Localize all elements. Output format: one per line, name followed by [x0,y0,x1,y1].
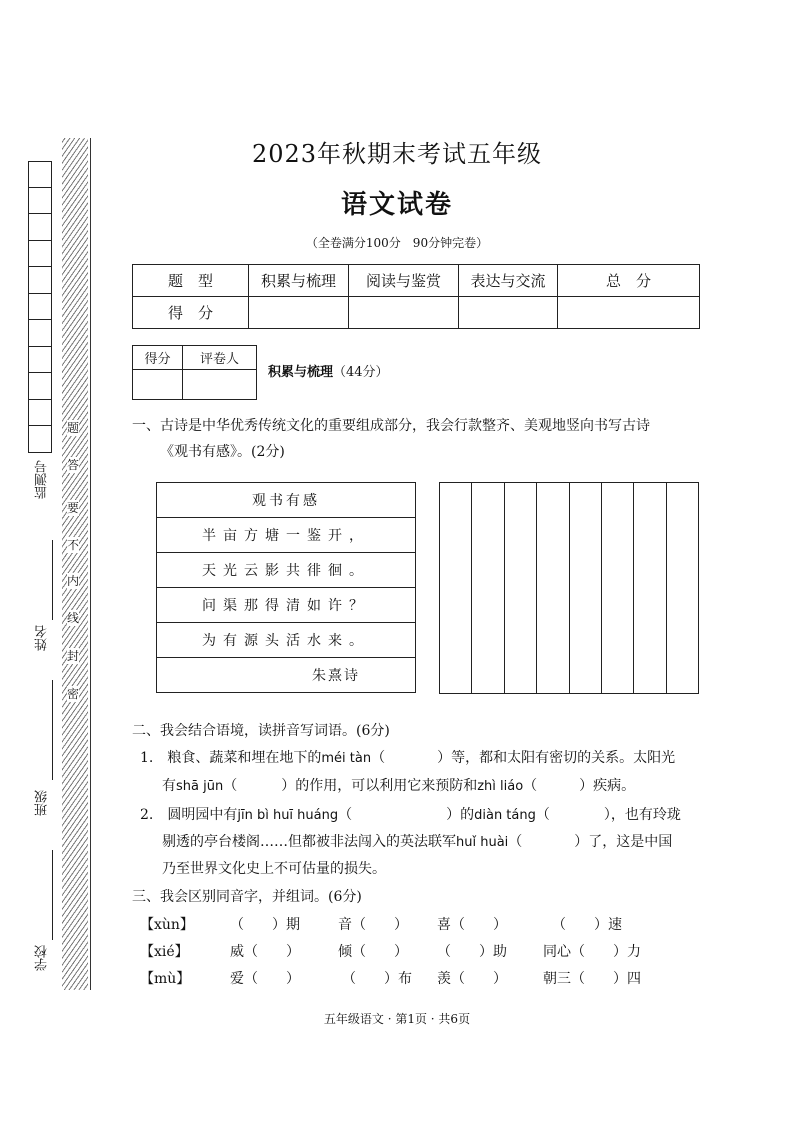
q3-row-py: 【xié】 [140,944,189,960]
exam-number-label: 监测号 [35,460,50,499]
text: ）了，这是中国 [574,834,673,850]
q3-word[interactable]: 威（ ） [230,944,300,960]
q3-word[interactable]: 倾（ ） [338,944,408,960]
pinyin: diàn táng [474,808,536,823]
q3-word[interactable]: 羡（ ） [437,971,507,987]
score-row-label: 得 分 [133,297,249,329]
pinyin: jīn bì huī huáng [237,808,339,823]
q3-word[interactable]: 朝三（ ）四 [543,971,641,987]
writing-grid[interactable] [439,482,699,694]
page-footer: 五年级语文 · 第1页 · 共6页 [323,1012,471,1026]
seal-char: 线 [67,611,80,625]
text: ）的作用，可以利用它来预防和 [281,778,478,794]
seal-char: 不 [67,538,80,552]
score-table [132,264,700,329]
score-header-cell: 积累与梳理 [249,265,349,297]
pinyin: shā jūn [176,779,224,794]
q3-word[interactable]: 同心（ ）力 [543,944,641,960]
seal-char: 题 [67,421,80,435]
score-input-cell[interactable] [249,297,349,329]
seal-char: 答 [67,458,80,472]
section-points: （44分） [333,365,389,380]
exam-note: （全卷满分100分 90分钟完卷） [305,236,489,250]
q3-word[interactable]: （ ）布 [342,971,412,987]
q3-word[interactable]: 爱（ ） [230,971,300,987]
school-field-line[interactable] [52,850,53,940]
class-label: 班级 [35,790,50,816]
q3-word[interactable]: 喜（ ） [437,917,507,933]
seal-char: 要 [67,501,80,515]
text: 有 [162,778,176,794]
poem-title: 观书有感 [157,483,416,518]
score-input-cell[interactable] [558,297,700,329]
q3-word[interactable]: （ ）期 [230,917,300,933]
pinyin: zhì liáo [477,779,524,794]
seal-char: 密 [67,687,80,701]
q1-line2: 《观书有感》。(2分) [160,444,285,460]
binding-hatch [62,138,88,990]
q2-item2-line3: 乃至世界文化史上不可估量的损失。 [162,861,386,877]
poem-line: 半亩方塘一鉴开， [157,518,416,553]
text: ）的 [446,807,475,823]
q2-item1-line2: 有shā jūn（ ）的作用，可以利用它来预防和zhì liáo（ ）疾病。 [162,778,636,794]
rater-name-label: 评卷人 [182,346,256,370]
score-input-cell[interactable] [459,297,558,329]
q2-item2-line1: 2. 圆明园中有jīn bì huī huáng（ ）的diàn táng（ ），也有玲珑 [140,807,681,823]
q2-title: 二、我会结合语境，读拼音写词语。(6分) [132,723,390,739]
score-header-cell: 阅读与鉴赏 [349,265,459,297]
text: 剔透的亭台楼阁……但都被非法闯入的英法联军 [162,834,456,850]
q3-row-py: 【mù】 [140,971,191,987]
q1-line1: 一、古诗是中华优秀传统文化的重要组成部分，我会行款整齐、美观地竖向书写古诗 [132,418,650,434]
q2-item1-line1: 1. 粮食、蔬菜和埋在地下的méi tàn（ ）等，都和太阳有密切的关系。太阳光 [140,750,676,766]
text: ），也有玲珑 [603,807,681,823]
rater-score-cell[interactable] [133,370,183,400]
seal-char: 内 [67,574,80,588]
poem-table [156,482,416,693]
q3-word[interactable]: （ ）速 [552,917,622,933]
binding-line [90,138,91,990]
rater-table [132,345,257,400]
poem-line: 为有源头活水来。 [157,623,416,658]
q2-item2-line2: 剔透的亭台楼阁……但都被非法闯入的英法联军huǐ huài（ ）了，这是中国 [162,834,673,850]
text: ）等，都和太阳有密切的关系。太阳光 [437,750,676,766]
section-heading [268,360,389,385]
class-field-line[interactable] [52,680,53,780]
poem-line: 天光云影共徘徊。 [157,553,416,588]
score-header-cell: 表达与交流 [459,265,558,297]
score-header-cell: 题 型 [133,265,249,297]
poem-author: 朱熹诗 [157,658,416,693]
name-label: 姓名 [35,625,50,651]
school-label: 学校 [35,945,50,971]
text: 1. 粮食、蔬菜和埋在地下的 [140,750,322,766]
q3-row-py: 【xùn】 [140,917,194,933]
score-input-cell[interactable] [349,297,459,329]
exam-title: 2023年秋期末考试五年级 [251,140,543,168]
q3-title: 三、我会区别同音字，并组词。(6分) [132,889,362,905]
name-field-line[interactable] [52,540,53,620]
exam-subject: 语文试卷 [340,190,453,220]
q3-word[interactable]: （ ）助 [437,944,507,960]
poem-line: 问渠那得清如许？ [157,588,416,623]
section-title: 积累与梳理 [268,365,334,380]
pinyin: méi tàn [321,751,372,766]
rater-score-label: 得分 [133,346,183,370]
seal-char: 封 [67,649,80,663]
text: 2. 圆明园中有 [140,807,238,823]
score-header-cell: 总 分 [558,265,700,297]
rater-name-cell[interactable] [182,370,256,400]
pinyin: huǐ huài [456,835,509,850]
text: ）疾病。 [579,778,636,794]
q3-word[interactable]: 音（ ） [338,917,408,933]
